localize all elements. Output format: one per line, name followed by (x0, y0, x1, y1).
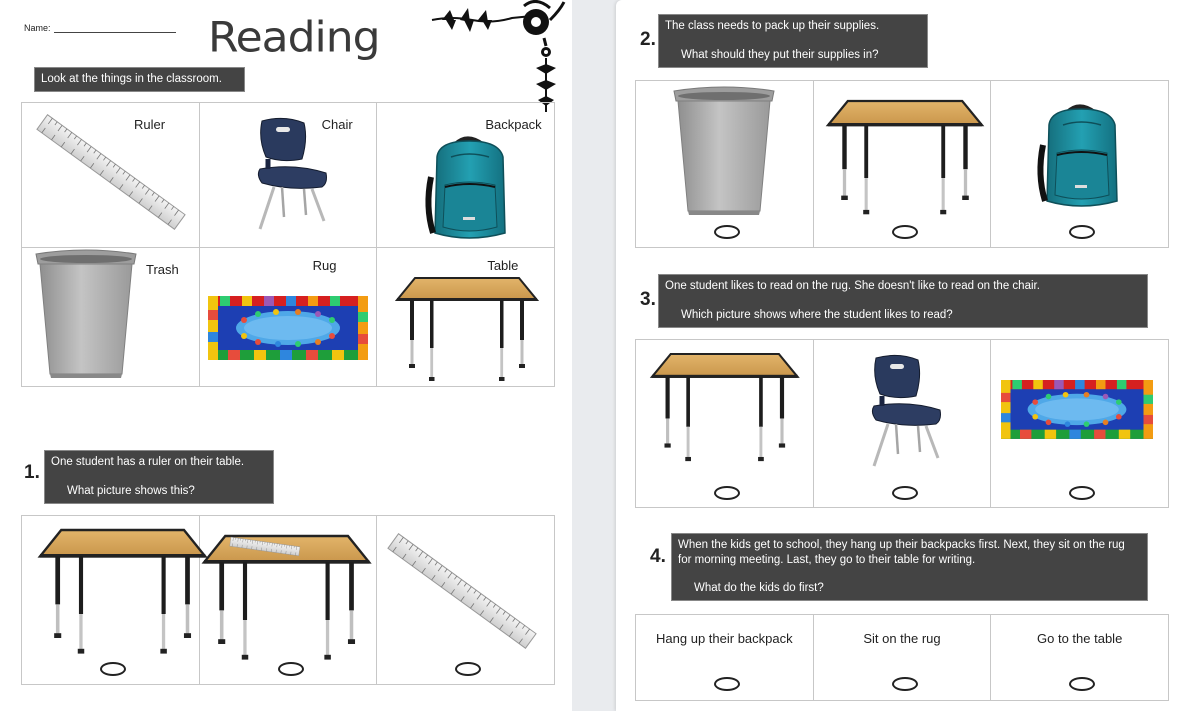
chair-icon (868, 356, 944, 466)
vocab-label-ruler: Ruler (134, 117, 166, 132)
q3-answer-oval-2[interactable] (892, 486, 918, 500)
q4-answer-oval-1[interactable] (714, 677, 740, 691)
question-1-statement: One student has a ruler on their table. (51, 456, 245, 468)
vocab-cell-trash (22, 248, 200, 387)
vocab-cell-table (377, 248, 555, 387)
rug-icon (208, 296, 368, 360)
chair-icon (254, 119, 330, 229)
vocab-label-table: Table (487, 258, 519, 273)
question-4-statement: When the kids get to school, they hang up their backpacks first. Next, they sit on the rug for morning meeting. Last, they go to their table for writing. (678, 539, 1125, 566)
worksheet-page-right (616, 0, 1188, 711)
question-4-answers (635, 614, 1169, 701)
q4-option-3[interactable] (991, 615, 1169, 701)
vocab-label-rug: Rug (312, 258, 337, 273)
question-1-answers (21, 515, 555, 685)
question-4-number: 4. (650, 546, 666, 567)
q2-answer-oval-1[interactable] (714, 225, 740, 239)
instruction-box (34, 67, 245, 92)
page-title: Reading (208, 13, 380, 62)
vocab-cell-ruler (22, 103, 200, 248)
table-icon (397, 278, 537, 382)
q1-answer-oval-2[interactable] (278, 662, 304, 676)
question-3-statement: One student likes to read on the rug. She doesn't like to read on the chair. (665, 280, 1040, 292)
question-4-box (671, 533, 1148, 601)
question-3-prompt: Which picture shows where the student likes to read? (681, 309, 953, 321)
table-icon (652, 354, 798, 462)
name-line[interactable] (54, 32, 176, 33)
vocab-label-backpack: Backpack (485, 117, 542, 132)
q3-option-table[interactable] (636, 340, 814, 508)
table-icon (828, 101, 982, 215)
question-3-box (658, 274, 1148, 328)
q2-option-trash[interactable] (636, 81, 814, 248)
vocab-cell-chair (199, 103, 377, 248)
corner-flourish-icon (432, 2, 572, 116)
q3-answer-oval-3[interactable] (1069, 486, 1095, 500)
q3-answer-oval-1[interactable] (714, 486, 740, 500)
question-2-answers (635, 80, 1169, 248)
question-3-number: 3. (640, 289, 656, 310)
q4-option-3-text: Go to the table (1037, 631, 1123, 646)
q4-option-2-text: Sit on the rug (863, 631, 941, 646)
q4-option-1-text: Hang up their backpack (656, 631, 793, 646)
q3-option-rug[interactable] (991, 340, 1169, 508)
trash-can-icon (674, 87, 774, 215)
instruction-text: Look at the things in the classroom. (41, 73, 222, 85)
q2-answer-oval-2[interactable] (892, 225, 918, 239)
vocab-label-chair: Chair (321, 117, 353, 132)
q2-option-table[interactable] (813, 81, 991, 248)
q2-answer-oval-3[interactable] (1069, 225, 1095, 239)
q4-option-2[interactable] (813, 615, 991, 701)
question-2-statement: The class needs to pack up their supplies. (665, 20, 880, 32)
question-1-prompt: What picture shows this? (67, 485, 195, 497)
q2-option-backpack[interactable] (991, 81, 1169, 248)
table-icon (204, 536, 369, 661)
q1-answer-oval-1[interactable] (100, 662, 126, 676)
question-2-box (658, 14, 928, 68)
question-3-answers (635, 339, 1169, 508)
question-1-number: 1. (24, 462, 40, 483)
q4-answer-oval-2[interactable] (892, 677, 918, 691)
ruler-icon (388, 534, 536, 648)
q1-option-ruler[interactable] (377, 516, 555, 685)
vocab-cell-rug (199, 248, 377, 387)
q1-option-table-with-ruler[interactable] (199, 516, 377, 685)
q4-option-1[interactable] (636, 615, 814, 701)
name-label: Name: (24, 23, 51, 33)
question-2-prompt: What should they put their supplies in? (681, 49, 879, 61)
question-4-prompt: What do the kids do first? (694, 582, 824, 594)
backpack-icon (427, 137, 511, 241)
q1-option-table[interactable] (22, 516, 200, 685)
q3-option-chair[interactable] (813, 340, 991, 508)
vocab-label-trash: Trash (146, 262, 179, 277)
question-1-box (44, 450, 274, 504)
table-icon (40, 530, 205, 655)
vocab-cell-backpack (377, 103, 555, 248)
vocab-grid (21, 102, 555, 387)
question-2-number: 2. (640, 29, 656, 50)
q4-answer-oval-3[interactable] (1069, 677, 1095, 691)
trash-can-icon (36, 250, 136, 378)
rug-icon (1001, 380, 1153, 439)
q1-answer-oval-3[interactable] (455, 662, 481, 676)
backpack-icon (1039, 105, 1123, 209)
worksheet-page-left (0, 0, 572, 711)
